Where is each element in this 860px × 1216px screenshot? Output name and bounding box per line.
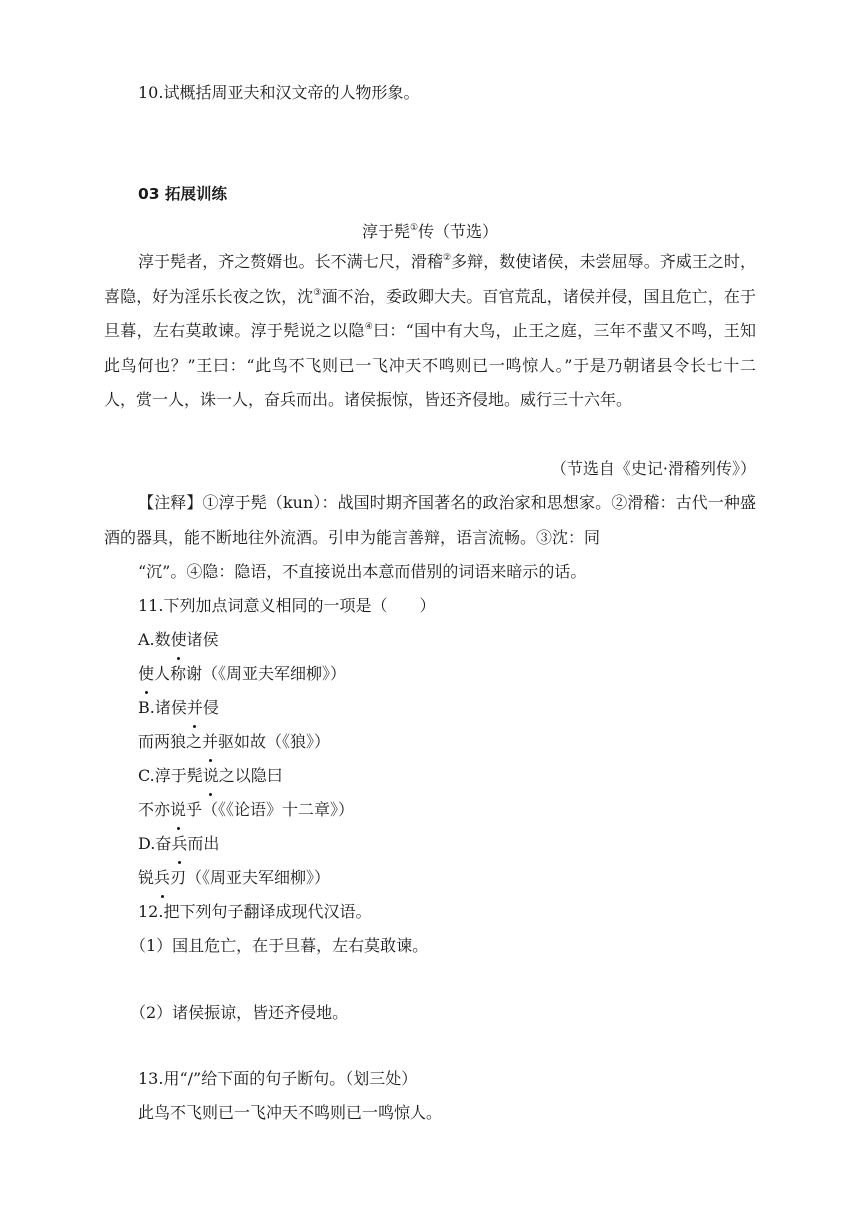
passage-text-a: 淳于髡者，齐之赘婿也。长不满七尺，滑稽: [138, 252, 443, 271]
question-12-stem: 12.把下列句子翻译成现代汉语。: [138, 902, 372, 921]
dotted-word: 说: [170, 793, 186, 827]
passage-body: [104, 245, 756, 418]
annotation-text: 【注释】①淳于髡（kun）：战国时期齐国著名的政治家和思想家。②滑稽：古代一种盛酒的器具，能不断地往外流酒。引申为能言善辩，语言流畅。③沈：同: [104, 493, 756, 547]
question-12-sentence-1: （1）国且危亡，在于旦暮，左右莫敢谏。: [130, 936, 429, 955]
passage-text-b: 多辩，数使诸侯，未尝屈辱。齐威王之时，喜隐，好为淫乐长夜之饮，沈: [104, 252, 756, 306]
option-d-line-1: D.奋兵而出: [138, 827, 219, 861]
question-13-sentence: 此鸟不飞则已一飞冲天不鸣则已一鸣惊人。: [138, 1103, 443, 1122]
section-heading: 03 拓展训练: [138, 185, 227, 203]
annotation-body: [104, 486, 756, 555]
annotation-end: “沉”。④隐：隐语，不直接说出本意而借别的词语来暗示的话。: [138, 562, 587, 581]
title-main: 淳于髡: [361, 222, 410, 241]
question-12-sentence-2: （2）诸侯振谅，皆还齐侵地。: [130, 1003, 349, 1022]
dotted-word: 使: [171, 623, 187, 657]
note-marker-2: ②: [442, 253, 452, 263]
passage-title: [0, 211, 860, 249]
dotted-word: 并: [187, 691, 203, 725]
option-a-line-1: A.数使诸侯: [138, 623, 219, 657]
title-tail: 传（节选）: [418, 222, 499, 241]
option-b-line-2: 而两狼之并驱如故（《狼》）: [138, 725, 330, 759]
dotted-word: 使: [138, 657, 154, 691]
dotted-word: 兵: [171, 827, 187, 861]
option-b-line-1: B.诸侯并侵: [138, 691, 219, 725]
dotted-word: 兵: [154, 861, 170, 895]
question-11-stem: 11.下列加点词意义相同的一项是（ ）: [138, 596, 436, 615]
passage-text-d: 曰：“国中有大鸟，止王之庭，三年不蜚又不鸣，王知此鸟何也？”王曰：“此鸟不飞则已一飞冲天不鸣则已一鸣惊人。”于是乃朝诸县令长七十二人，赏一人，诛一人，奋兵而出。诸侯振惊，皆还齐侵地。威行三十六年。: [104, 321, 756, 410]
dotted-word: 说: [203, 759, 219, 793]
question-10: 10.试概括周亚夫和汉文帝的人物形象。: [138, 83, 420, 102]
title-note-marker: ①: [409, 223, 419, 233]
dotted-word: 并: [202, 725, 218, 759]
option-a-line-2: 使人称谢（《周亚夫军细柳》）: [138, 657, 346, 691]
option-c-line-1: C.淳于髡说之以隐曰: [138, 759, 283, 793]
option-d-line-2: 锐兵刃（《周亚夫军细柳》）: [138, 861, 330, 895]
option-c-line-2: 不亦说乎（《《论语》十二章》）: [138, 793, 354, 827]
passage-source: （节选自《史记·滑稽列传》）: [550, 459, 756, 478]
note-marker-4: ④: [364, 322, 374, 333]
passage-text-c: 湎不治，委政卿大夫。百官荒乱，诸侯并侵，国且危亡，在于旦暮，左右莫敢谏。淳于髡说之以隐: [104, 286, 756, 341]
note-marker-3: ③: [313, 287, 322, 298]
question-13-stem: 13.用“/”给下面的句子断句。（划三处）: [138, 1069, 418, 1088]
